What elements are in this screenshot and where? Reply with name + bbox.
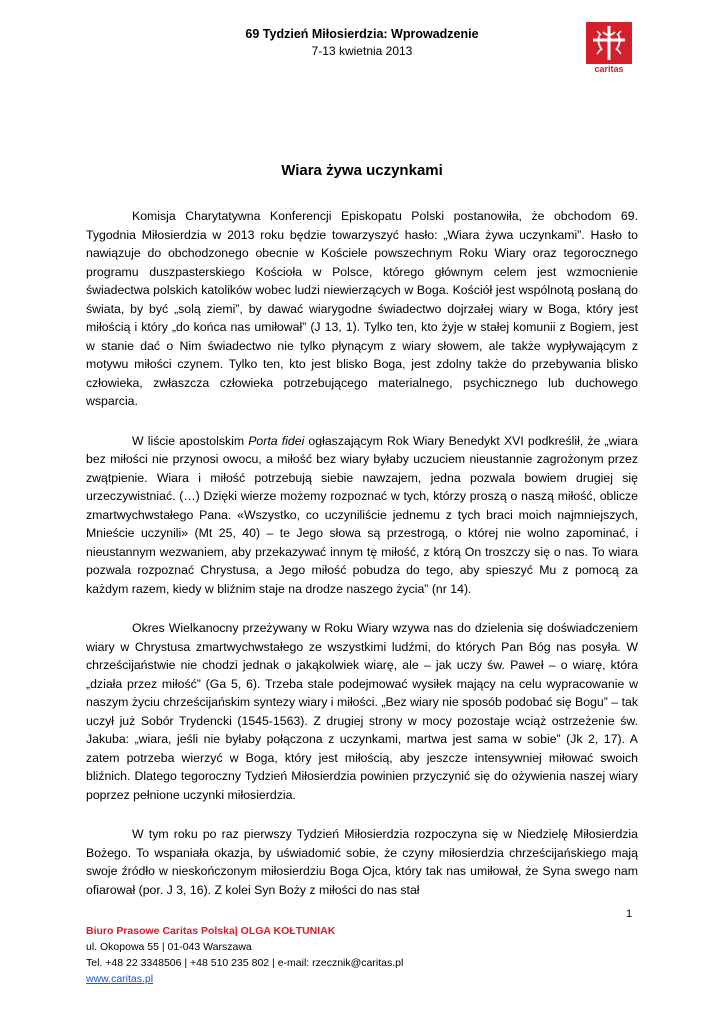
logo-text: caritas <box>594 64 624 74</box>
header-dates: 7-13 kwietnia 2013 <box>311 44 413 58</box>
footer-contact: Tel. +48 22 3348506 | +48 510 235 802 | e-mail: rzecznik@caritas.pl <box>86 957 404 969</box>
page-number: 1 <box>626 908 633 920</box>
footer-address: ul. Okopowa 55 | 01-043 Warszawa <box>86 941 252 953</box>
caritas-logo <box>586 22 632 74</box>
footer-org-line <box>86 923 403 939</box>
page-footer <box>86 923 403 987</box>
caritas-cross-icon <box>586 22 632 74</box>
paragraph-1: Komisja Charytatywna Konferencji Episkopatu Polski postanowiła, że obchodom 69. Tygodnia Miłosierdzia w 2013 roku będzie towarzyszyć hasło: „Wiara żywa uczynkami”. Hasło to nawiązuje do obchodzonego obecnie w Kościele powszechnym Roku Wiary oraz tegorocznego programu duszpasterskiego Kościoła w Polsce, którego głównym celem jest wzmocnienie świadectwa polskich katolików wobec ludzi niewierzących w Boga. Kościół jest wspólnotą posłaną do świata, by być „solą ziemi”, by dawać wiarygodne świadectwo dojrzałej wiary w Boga, który jest miłością i który „do końca nas umiłował” (J 13, 1). Tylko ten, kto żyje w stałej komunii z Bogiem, jest w stanie dać o Nim świadectwo nie tylko płynącym z wiary słowem, ale także wypływającym z motywu miłości czynem. Tylko ten, kto jest blisko Boga, jest zdolny także do przebywania blisko człowieka, zwłaszcza człowieka potrzebującego materialnego, psychicznego lub duchowego wsparcia. <box>86 209 638 408</box>
paragraph-3: Okres Wielkanocny przeżywany w Roku Wiary wzywa nas do dzielenia się doświadczeniem wiary w Chrystusa zmartwychwstałego ze wszystkimi ludźmi, do których Pan Bóg nas posyła. W chrześcijaństwie nie chodzi jednak o jakąkolwiek wiarę, ale – jak uczy św. Paweł – o wiarę, która „działa przez miłość” (Ga 5, 6). Trzeba stale podejmować wysiłek mający na celu wypracowanie w naszym życiu chrześcijańskim syntezy wiary i miłości. „Bez wiary nie sposób podobać się Bogu” – tak uczył już Sobór Trydencki (1545-1563). Z drugiej strony w mocy pozostaje wciąż ostrzeżenie św. Jakuba: „wiara, jeśli nie byłaby połączona z uczynkami, martwa jest sama w sobie” (Jk 2, 17). A zatem potrzeba wierzyć w Boga, który jest miłością, aby jeszcze intensywniej miłować swoich bliźnich. Dlatego tegoroczny Tydzień Miłosierdzia powinien przyczynić się do ożywienia naszej wiary poprzez pełnione uczynki miłosierdzia. <box>86 621 638 802</box>
document-title: Wiara żywa uczynkami <box>281 162 443 179</box>
paragraph-2 <box>86 432 638 599</box>
header-title: 69 Tydzień Miłosierdzia: Wprowadzenie <box>245 27 479 41</box>
paragraph-2-start: W liście apostolskim <box>132 433 249 448</box>
porta-fidei-title: Porta fidei <box>248 433 305 448</box>
document-body <box>86 207 638 920</box>
paragraph-4: W tym roku po raz pierwszy Tydzień Miłosierdzia rozpoczyna się w Niedzielę Miłosierdzia Bożego. To wspaniała okazja, by uświadomić sobie, że czyny miłosierdzia chrześcijańskiego mają swoje źródło w nieskończonym miłosierdziu Boga Ojca, który tak nas umiłował, że Syna swego nam ofiarował (por. J 3, 16). Z kolei Syn Boży z miłości do nas stał <box>86 827 638 897</box>
footer-person: OLGA KOŁTUNIAK <box>237 925 336 937</box>
footer-website-link[interactable]: www.caritas.pl <box>86 973 154 985</box>
footer-org: Biuro Prasowe Caritas Polska| <box>86 925 238 937</box>
paragraph-2-rest: ogłaszającym Rok Wiary Benedykt XVI podkreślił, że „wiara bez miłości nie przynosi owocu, a miłość bez wiary byłaby uczuciem nieustannie zagrożonym przez zwątpienie. Wiara i miłość potrzebują siebie nawzajem, jedna pozwala bowiem drugiej się urzeczywistniać. (…) Dzięki wierze możemy rozpoznać w tych, którzy proszą o naszą miłość, oblicze zmartwychwstałego Pana. «Wszystko, co uczyniliście jednemu z tych braci moich najmniejszych, Mnieście uczynili» (Mt 25, 40) – te Jego słowa są przestrogą, o której nie wolno zapominać, i nieustannym wezwaniem, aby przekazywać innym tę miłość, z którą On troszczy się o nas. To wiara pozwala rozpoznać Chrystusa, a Jego miłość pobudza do tego, aby spieszyć Mu z pomocą za każdym razem, kiedy w bliźnim staje na drodze naszego życia” (nr 14). <box>86 433 638 596</box>
